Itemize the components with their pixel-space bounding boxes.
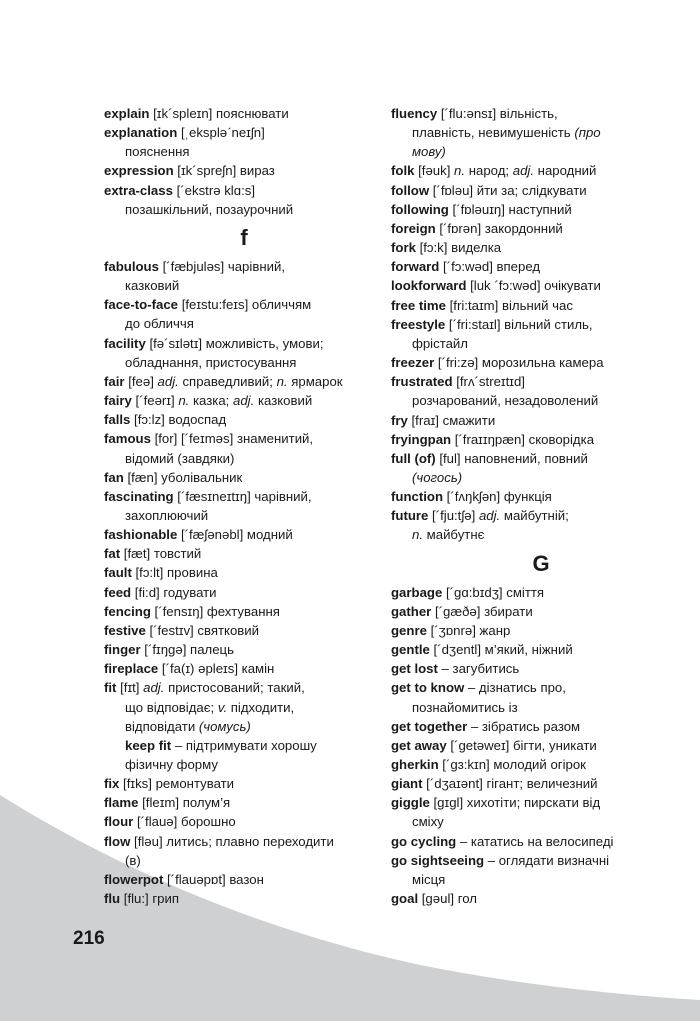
dictionary-entry — [104, 257, 384, 276]
dictionary-entry — [391, 736, 691, 755]
definition-text: пристосований; такий, — [164, 680, 305, 696]
entry-continuation — [391, 525, 691, 544]
definition-text: майбутній; — [500, 508, 569, 524]
dictionary-entry — [104, 468, 384, 487]
definition-text: плавність, невимушеність — [412, 125, 575, 141]
headword: get lost — [391, 661, 438, 677]
definition-text: [´fʌŋkʃən] функція — [443, 489, 552, 505]
dictionary-entry — [104, 104, 384, 123]
definition-text: майбутнє — [423, 527, 485, 543]
definition-text: [fæt] товстий — [120, 546, 202, 562]
dictionary-entry — [391, 296, 691, 315]
definition-text: пояснення — [125, 144, 190, 160]
dictionary-entry — [391, 181, 691, 200]
dictionary-entry — [391, 583, 691, 602]
definition-text: [´fɪŋgə] палець — [140, 642, 234, 658]
headword: fry — [391, 412, 408, 428]
headword: flame — [104, 795, 139, 811]
definition-text: що відповідає; — [125, 699, 218, 715]
definition-text: [´flauəpɒt] вазон — [163, 871, 264, 887]
headword: fluency — [391, 106, 438, 121]
entries-e — [104, 104, 384, 219]
definition-text: [´fri:staɪl] вільний стиль, — [445, 316, 593, 332]
definition-text: [´fæsɪneɪtɪŋ] чарівний, — [173, 488, 312, 504]
definition-text: [flu:] грип — [120, 891, 180, 907]
definition-text: [ɪk´spreʃn] вираз — [173, 163, 275, 179]
headword: folk — [391, 163, 415, 179]
headword: flu — [104, 891, 121, 907]
headword: extra-class — [104, 182, 173, 198]
headword: facility — [104, 335, 146, 351]
headword: genre — [391, 622, 427, 638]
dictionary-entry — [104, 161, 384, 180]
dictionary-entry — [391, 219, 691, 238]
headword: go cycling — [391, 833, 457, 849]
definition-text: – підтримувати хорошу — [171, 737, 317, 753]
grammar-label: n. — [412, 527, 423, 543]
grammar-label: n. — [454, 163, 466, 179]
grammar-label: мову) — [412, 144, 446, 160]
headword: fashionable — [104, 527, 178, 543]
definition-text: – кататись на велосипеді — [456, 833, 614, 849]
headword: fryingpan — [391, 431, 452, 447]
definition-text: ярмарок — [287, 373, 343, 389]
dictionary-entry — [391, 755, 691, 774]
headword: freezer — [391, 355, 435, 371]
definition-text: [´dʒaɪənt] гігант; величезний — [422, 776, 598, 792]
dictionary-entry — [104, 544, 384, 563]
headword: function — [391, 489, 444, 505]
headword: fit — [104, 680, 117, 696]
definition-text: познайомитись із — [412, 699, 518, 715]
definition-text: [´fraɪɪŋpæn] сковорідка — [451, 431, 595, 447]
definition-text: [for] [´feɪməs] знаменитий, — [150, 431, 314, 447]
definition-text: [´fa(ɪ) əpleɪs] камін — [158, 661, 275, 677]
definition-text: [fɔ:lz] водоспад — [130, 412, 227, 428]
headword: full (of) — [391, 450, 436, 466]
grammar-label: adj. — [233, 393, 255, 409]
entry-continuation — [104, 506, 384, 525]
grammar-label: (чомусь) — [198, 718, 251, 734]
entry-continuation — [104, 755, 384, 774]
dictionary-entry — [104, 391, 384, 410]
definition-text: [´fæʃənəbl] модний — [177, 527, 293, 543]
grammar-label: (про — [574, 125, 601, 141]
dictionary-entry — [104, 563, 384, 582]
dictionary-entry — [391, 430, 691, 449]
definition-text: відповідати — [125, 718, 199, 734]
definition-text: [´gæðə] збирати — [431, 603, 533, 619]
dictionary-entry — [104, 602, 384, 621]
dictionary-entry — [104, 812, 384, 831]
entry-continuation — [391, 142, 691, 161]
definition-text: [frʌ´streɪtɪd] — [452, 374, 525, 390]
definition-text: [´ekstrə klɑ:s] — [172, 182, 255, 198]
definition-text: [´fju:tʃə] — [428, 508, 479, 524]
dictionary-entry — [391, 621, 691, 640]
headword: gentle — [391, 642, 430, 658]
dictionary-entry — [104, 793, 384, 812]
dictionary-entry — [391, 487, 691, 506]
headword: free time — [391, 297, 446, 313]
dictionary-entry — [104, 487, 384, 506]
dictionary-entry — [391, 640, 691, 659]
headword: frustrated — [391, 374, 453, 390]
headword: feed — [104, 584, 132, 600]
dictionary-entry — [391, 717, 691, 736]
dictionary-entry — [104, 889, 384, 908]
dictionary-entry — [391, 257, 691, 276]
headword: get together — [391, 718, 468, 734]
entry-continuation — [104, 200, 384, 219]
grammar-label: n. — [178, 393, 190, 409]
dictionary-entry — [104, 832, 384, 851]
headword: falls — [104, 412, 131, 428]
definition-text: народ; — [465, 163, 513, 179]
headword: famous — [104, 431, 151, 447]
dictionary-entry — [391, 889, 691, 908]
entries-f — [104, 257, 384, 908]
headword: flow — [104, 833, 131, 849]
headword: explain — [104, 106, 150, 121]
headword: fireplace — [104, 661, 159, 677]
headword: keep fit — [125, 737, 172, 753]
entry-continuation — [391, 334, 691, 353]
definition-text: сміху — [412, 814, 444, 830]
definition-text: [´fɔ:wəd] вперед — [439, 259, 541, 275]
definition-text: [fi:d] годувати — [131, 584, 217, 600]
definition-text: [´ʒɒnrə] жанр — [426, 622, 511, 638]
grammar-label: adj. — [157, 373, 179, 389]
definition-text: [´gɑ:bɪdʒ] сміття — [442, 584, 545, 600]
section-letter-g: G — [532, 550, 550, 576]
entry-continuation — [104, 717, 384, 736]
definition-text: [´fensɪŋ] фехтування — [150, 603, 280, 619]
headword: follow — [391, 182, 430, 198]
headword: get to know — [391, 680, 465, 696]
headword: forward — [391, 259, 440, 275]
dictionary-entry — [104, 410, 384, 429]
dictionary-entry — [104, 334, 384, 353]
entries-f-continued — [391, 104, 691, 545]
dictionary-entry — [391, 678, 691, 697]
dictionary-entry — [104, 659, 384, 678]
definition-text: місця — [412, 871, 446, 887]
dictionary-entry — [391, 411, 691, 430]
headword: giant — [391, 776, 423, 792]
definition-text: [´flauə] борошно — [133, 814, 236, 830]
dictionary-entry — [391, 506, 691, 525]
definition-text: [fləu] литись; плавно переходити — [130, 833, 334, 849]
definition-text: [ful] наповнений, повний — [435, 450, 588, 466]
definition-text: [fri:taɪm] вільний час — [445, 297, 573, 313]
headword: festive — [104, 622, 146, 638]
headword: fair — [104, 373, 125, 389]
dictionary-entry — [104, 678, 384, 697]
dictionary-entry — [391, 161, 691, 180]
headword: fairy — [104, 393, 132, 409]
definition-text: народний — [534, 163, 597, 179]
grammar-label: adj. — [478, 508, 501, 524]
headword: fork — [391, 240, 416, 256]
definition-text: [feɪstu:feɪs] обличчям — [178, 297, 312, 313]
dictionary-entry — [391, 276, 691, 295]
definition-text: [fɪks] ремонтувати — [119, 776, 235, 792]
dictionary-entry — [391, 238, 691, 257]
headword: explanation — [104, 125, 178, 141]
grammar-label: adj. — [512, 163, 534, 179]
grammar-label: v. — [217, 699, 228, 715]
entry-continuation — [104, 353, 384, 372]
definition-text: [´feərɪ] — [131, 393, 179, 409]
dictionary-entry — [104, 640, 384, 659]
definition-text: обладнання, пристосування — [125, 354, 297, 370]
grammar-label: (чогось) — [412, 469, 463, 485]
dictionary-entry — [104, 123, 384, 142]
definition-text: [´fɒləuɪŋ] наступний — [448, 201, 572, 217]
definition-text: [´gɜ:kɪn] молодий огірок — [438, 757, 586, 772]
headword: fat — [104, 546, 121, 562]
definition-text: [´festɪv] святковий — [145, 622, 260, 638]
entry-continuation — [391, 870, 691, 889]
dictionary-entry — [104, 372, 384, 391]
headword: fault — [104, 565, 132, 581]
definition-text: розчарований, незадоволений — [412, 393, 599, 409]
definition-text: захоплюючий — [125, 507, 209, 523]
grammar-label: adj. — [143, 680, 165, 696]
definition-text: [fɔ:lt] провина — [131, 565, 218, 581]
headword: fix — [104, 776, 120, 792]
definition-text: [fɔ:k] виделка — [415, 240, 502, 256]
dictionary-entry — [104, 621, 384, 640]
dictionary-entry — [104, 525, 384, 544]
entry-continuation — [104, 698, 384, 717]
entry-continuation — [391, 698, 691, 717]
headword: fabulous — [104, 258, 159, 274]
definition-text: [´fri:zə] морозильна камера — [434, 355, 604, 371]
entry-continuation — [104, 314, 384, 333]
entry-continuation — [391, 123, 691, 142]
definition-text: фрістайл — [412, 335, 468, 351]
definition-text: [´fɒləu] йти за; слідкувати — [429, 182, 587, 198]
dictionary-entry — [391, 449, 691, 468]
dictionary-entry — [391, 659, 691, 678]
headword: fencing — [104, 603, 151, 619]
entry-continuation — [391, 391, 691, 410]
headword: flowerpot — [104, 871, 164, 887]
dictionary-entry — [391, 851, 691, 870]
right-column — [391, 104, 691, 908]
definition-text: фізичну форму — [125, 757, 218, 772]
headword: get away — [391, 737, 447, 753]
definition-text: [feə] — [124, 373, 158, 389]
definition-text: [luk ´fɔ:wəd] очікувати — [466, 278, 601, 294]
headword: fascinating — [104, 488, 174, 504]
definition-text: – загубитись — [437, 661, 520, 677]
grammar-label: n. — [276, 373, 288, 389]
headword: freestyle — [391, 316, 446, 332]
headword: fan — [104, 469, 124, 485]
dictionary-entry — [391, 353, 691, 372]
section-letter-f: f — [240, 224, 248, 250]
entry-continuation — [391, 812, 691, 831]
headword: foreign — [391, 220, 436, 236]
headword: gherkin — [391, 757, 439, 772]
definition-text: [fə´sɪlətɪ] можливість, умови; — [145, 335, 324, 351]
dictionary-entry — [104, 870, 384, 889]
definition-text: [´dʒentl] м’який, ніжний — [429, 642, 573, 658]
entries-g — [391, 583, 691, 909]
definition-text: – дізнатись про, — [464, 680, 566, 696]
dictionary-entry — [391, 315, 691, 334]
definition-text: справедливий; — [178, 373, 277, 389]
headword: garbage — [391, 584, 443, 600]
definition-text: – зібратись разом — [467, 718, 581, 734]
entry-continuation — [104, 142, 384, 161]
dictionary-entry — [104, 429, 384, 448]
dictionary-entry — [104, 583, 384, 602]
dictionary-entry — [391, 200, 691, 219]
definition-text: казка; — [189, 393, 234, 409]
dictionary-entry — [104, 736, 384, 755]
dictionary-entry — [391, 774, 691, 793]
definition-text: [´fɒrən] закордонний — [435, 220, 563, 236]
entry-continuation — [104, 276, 384, 295]
headword: expression — [104, 163, 174, 179]
definition-text: до обличчя — [125, 316, 194, 332]
dictionary-entry — [391, 372, 691, 391]
definition-text: [fraɪ] смажити — [407, 412, 496, 428]
definition-text: [fəuk] — [414, 163, 455, 179]
definition-text: [´flu:ənsɪ] вільність, — [437, 106, 558, 121]
dictionary-entry — [391, 832, 691, 851]
headword: finger — [104, 642, 141, 658]
dictionary-entry — [391, 602, 691, 621]
headword: lookforward — [391, 278, 467, 294]
headword: go sightseeing — [391, 852, 485, 868]
definition-text: позашкільний, позаурочний — [125, 201, 294, 217]
page-number: 216 — [73, 928, 105, 949]
entry-continuation — [104, 851, 384, 870]
left-column — [104, 104, 384, 908]
headword: goal — [391, 891, 419, 907]
headword: following — [391, 201, 449, 217]
definition-text: [fɪt] — [116, 680, 144, 696]
definition-text: (в) — [125, 852, 141, 868]
definition-text: [ˌekspləˊneɪʃn] — [177, 125, 265, 141]
definition-text: відомий (завдяки) — [125, 450, 235, 466]
definition-text: казковий — [254, 393, 313, 409]
dictionary-entry — [104, 295, 384, 314]
dictionary-entry — [104, 774, 384, 793]
entry-continuation — [104, 449, 384, 468]
definition-text: [gɪgl] хихотіти; пирскати від — [429, 795, 601, 811]
definition-text: [´fæbjuləs] чарівний, — [158, 258, 286, 274]
headword: face-to-face — [104, 297, 179, 313]
dictionary-entry — [104, 181, 384, 200]
definition-text: [´getəweɪ] бігти, уникати — [446, 737, 597, 753]
dictionary-entry — [391, 104, 691, 123]
entry-continuation — [391, 468, 691, 487]
definition-text: [fæn] уболівальник — [123, 469, 243, 485]
headword: giggle — [391, 795, 430, 811]
headword: flour — [104, 814, 134, 830]
definition-text: підходити, — [227, 699, 295, 715]
definition-text: [ɪk´spleɪn] пояснювати — [149, 106, 289, 121]
headword: future — [391, 508, 429, 524]
definition-text: [fleɪm] полум’я — [138, 795, 231, 811]
dictionary-entry — [391, 793, 691, 812]
headword: gather — [391, 603, 432, 619]
definition-text: – оглядати визначні — [484, 852, 610, 868]
definition-text: казковий — [125, 278, 180, 294]
definition-text: [gəul] гол — [418, 891, 477, 907]
